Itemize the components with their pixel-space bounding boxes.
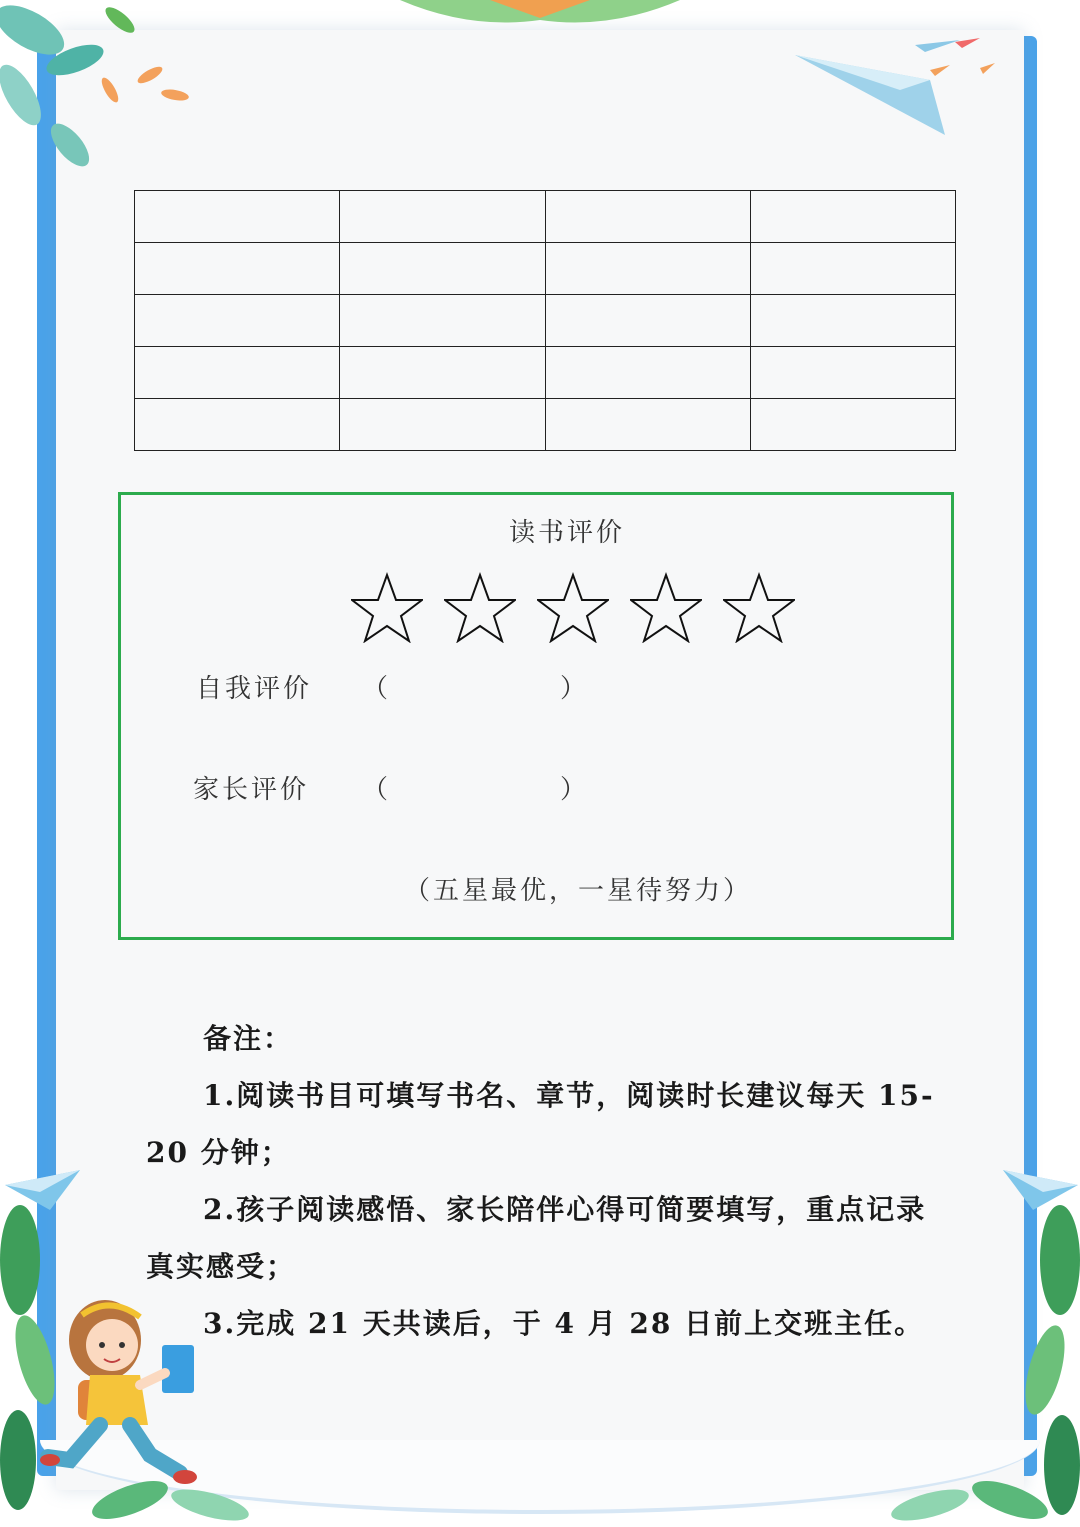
parent-rating-open-paren: （ [362, 775, 389, 805]
table-cell[interactable] [750, 347, 955, 399]
notes-item-1: 1.阅读书目可填写书名、章节，阅读时长建议每天 15-20 分钟； [146, 1079, 935, 1169]
self-rating-field[interactable] [392, 666, 562, 702]
self-rating-close-paren: ） [560, 674, 587, 704]
table-cell[interactable] [340, 191, 545, 243]
self-rating-label: 自我评价 [196, 674, 313, 704]
reading-log-table [134, 190, 956, 451]
star-outline-icon[interactable] [537, 571, 609, 643]
table-cell[interactable] [135, 295, 340, 347]
table-cell[interactable] [545, 399, 750, 451]
leaf-decoration-icon [880, 1460, 1050, 1527]
table-cell[interactable] [135, 399, 340, 451]
table-cell[interactable] [750, 243, 955, 295]
table-row [135, 295, 956, 347]
table-cell[interactable] [545, 347, 750, 399]
notes-item-3: 3.完成 21 天共读后，于 4 月 28 日前上交班主任。 [203, 1307, 925, 1340]
paper-plane-icon [790, 30, 1040, 150]
table-row [135, 243, 956, 295]
table-cell[interactable] [340, 399, 545, 451]
star-outline-icon[interactable] [351, 571, 423, 643]
self-rating-open-paren: （ [362, 674, 389, 704]
table-cell[interactable] [135, 191, 340, 243]
rating-title: 读书评价 [508, 518, 625, 548]
table-cell[interactable] [340, 243, 545, 295]
table-cell[interactable] [545, 295, 750, 347]
table-cell[interactable] [750, 399, 955, 451]
parent-rating-label: 家长评价 [193, 775, 310, 805]
table-cell[interactable] [545, 243, 750, 295]
table-cell[interactable] [340, 295, 545, 347]
table-row [135, 347, 956, 399]
parent-rating-close-paren: ） [560, 775, 587, 805]
star-outline-icon[interactable] [444, 571, 516, 643]
star-outline-icon[interactable] [630, 571, 702, 643]
parent-rating-field[interactable] [392, 767, 562, 803]
star-outline-icon[interactable] [723, 571, 795, 643]
book-spine-decoration [400, 0, 680, 40]
table-cell[interactable] [750, 191, 955, 243]
table-row [135, 191, 956, 243]
table-cell[interactable] [545, 191, 750, 243]
table-cell[interactable] [340, 347, 545, 399]
notes-section [146, 1010, 946, 1352]
table-row [135, 399, 956, 451]
leaf-decoration-icon [0, 0, 200, 180]
table-cell[interactable] [135, 347, 340, 399]
notes-heading: 备注： [203, 1022, 294, 1055]
table-cell[interactable] [135, 243, 340, 295]
notes-item-2: 2.孩子阅读感悟、家长陪伴心得可简要填写，重点记录真实感受； [146, 1193, 927, 1283]
rating-scale-note: （五星最优，一星待努力） [404, 876, 753, 906]
table-cell[interactable] [750, 295, 955, 347]
